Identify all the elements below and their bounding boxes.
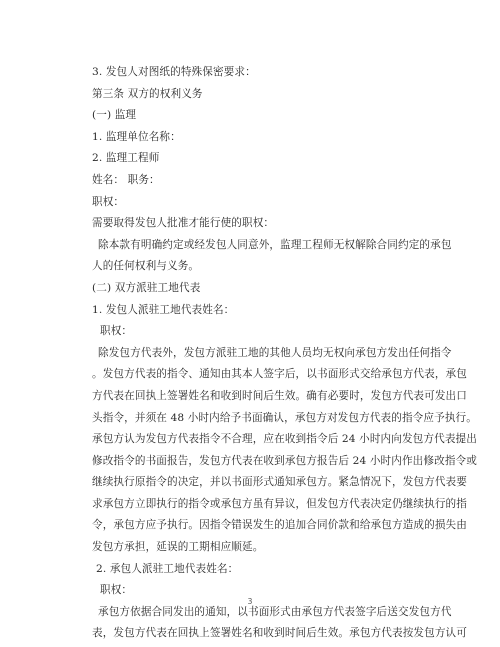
engineer-name-position: 姓名： 职务： (92, 173, 160, 186)
section-supervision-heading: (一) 监理 (92, 109, 137, 122)
paragraph-line: 令，承包方应予执行。因指令错误发生的追加合同价款和给承包方造成的损失由 (92, 519, 467, 532)
paragraph-line: 除发包方代表外，发包方派驻工地的其他人员均无权向承包方发出任何指令 (98, 346, 452, 359)
paragraph-line: 。发包方代表的指令、通知由其本人签字后，以书面形式交给承包方代表，承包 (92, 368, 467, 381)
paragraph-line: 发包方承担，延误的工期相应顺延。 (92, 541, 264, 554)
document-body (92, 62, 477, 645)
article-3-heading: 第三条 双方的权利义务 (92, 87, 203, 100)
approval-required-authority: 需要取得发包人批准才能行使的职权： (92, 217, 275, 230)
paragraph-line: 求承包方立即执行的指令或承包方虽有异议，但发包方代表决定仍继续执行的指 (92, 497, 467, 510)
section-site-representatives-heading: (二) 双方派驻工地代表 (92, 281, 201, 294)
paragraph-line: 表，发包方代表在回执上签署姓名和收到时间后生效。承包方代表按发包方认可 (92, 627, 467, 640)
paragraph-line: 承包方认为发包方代表指令不合理，应在收到指令后 24 小时内向发包方代表提出 (92, 433, 477, 446)
contractor-representative-name: 2. 承包人派驻工地代表姓名： (96, 562, 239, 575)
page-number: 3 (247, 597, 253, 606)
paragraph-line: 头指令，并须在 48 小时内给予书面确认，承包方对发包方代表的指令应予执行。 (92, 411, 477, 424)
paragraph-line: 方代表在回执上签署姓名和收到时间后生效。确有必要时，发包方代表可发出口 (92, 389, 467, 402)
supervision-engineer: 2. 监理工程师 (92, 152, 160, 165)
contractor-representative-authority: 职权： (100, 584, 133, 597)
clause-3-confidentiality: 3. 发包人对图纸的特殊保密要求： (92, 66, 256, 78)
paragraph-line: 承包方依据合同发出的通知，以书面形式由承包方代表签字后送交发包方代 (98, 605, 452, 618)
employer-representative-authority: 职权： (100, 325, 133, 338)
supervision-unit-name: 1. 监理单位名称： (92, 130, 181, 143)
engineer-authority: 职权： (92, 195, 125, 208)
paragraph-line: 人的任何权利与义务。 (92, 260, 200, 273)
paragraph-line: 继续执行原指令的决定，并以书面形式通知承包方。紧急情况下，发包方代表要 (92, 476, 467, 489)
paragraph-line: 除本款有明确约定或经发包人同意外，监理工程师无权解除合同约定的承包 (98, 238, 452, 251)
employer-representative-name: 1. 发包人派驻工地代表姓名： (92, 303, 235, 316)
paragraph-line: 修改指令的书面报告，发包方代表在收到承包方报告后 24 小时内作出修改指令或 (92, 454, 477, 467)
